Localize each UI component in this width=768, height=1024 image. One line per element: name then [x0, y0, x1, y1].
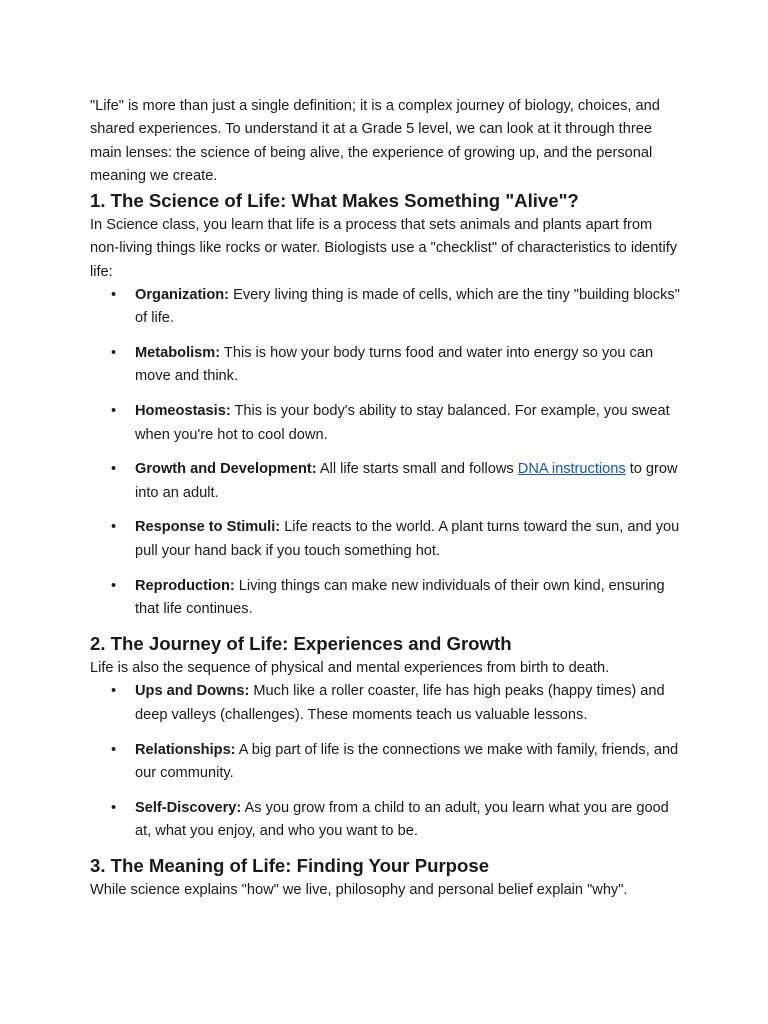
list-item-text: Life reacts to the world. A plant turns toward the sun, and you pull your hand back if you touch something hot.	[135, 519, 680, 559]
section-1-heading: 1. The Science of Life: What Makes Something "Alive"?	[90, 190, 579, 212]
bullet-icon: •	[111, 345, 117, 362]
bullet-icon: •	[111, 519, 117, 536]
section-2-paragraph: Life is also the sequence of physical and mental experiences from birth to death.	[90, 660, 610, 677]
list-item	[90, 797, 680, 844]
list-item-term: Ups and Downs:	[135, 683, 250, 700]
list-item-text: This is your body's ability to stay balanced. For example, you sweat when you're hot to cool down.	[135, 403, 670, 443]
section-2-heading: 2. The Journey of Life: Experiences and Growth	[90, 633, 512, 655]
bullet-icon: •	[111, 577, 117, 594]
list-item-term: Response to Stimuli:	[135, 519, 281, 536]
bullet-icon: •	[111, 741, 117, 758]
list-item-term: Self-Discovery:	[135, 799, 242, 816]
dna-instructions-link[interactable]: DNA instructions	[517, 461, 626, 478]
experiences-list	[90, 680, 680, 843]
list-item-text: Every living thing is made of cells, which are the tiny "building blocks" of life.	[135, 287, 680, 327]
list-item	[90, 680, 680, 727]
list-item-text: As you grow from a child to an adult, you learn what you are good at, what you enjoy, and who you want to be.	[135, 799, 669, 839]
list-item	[90, 516, 680, 563]
list-item-term: Metabolism:	[135, 345, 221, 362]
list-item	[90, 400, 680, 447]
list-item-text: A big part of life is the connections we make with family, friends, and our community.	[135, 741, 679, 781]
bullet-icon: •	[111, 683, 117, 700]
list-item-term: Organization:	[135, 287, 230, 304]
bullet-icon: •	[111, 799, 117, 816]
section-3-heading: 3. The Meaning of Life: Finding Your Purpose	[90, 855, 490, 877]
bullet-icon: •	[111, 403, 117, 420]
characteristics-list	[90, 284, 680, 621]
list-item-term: Growth and Development:	[135, 461, 317, 478]
list-item-text: Living things can make new individuals of their own kind, ensuring that life continues.	[135, 577, 665, 617]
list-item	[90, 575, 680, 622]
document-page	[90, 95, 680, 903]
list-item	[90, 284, 680, 331]
list-item	[90, 739, 680, 786]
section-1-paragraph: In Science class, you learn that life is a process that sets animals and plants apart from non-living things like rocks or water. Biologists use a "checklist" of characteristics to identify life:	[90, 217, 678, 280]
section-3-paragraph: While science explains "how" we live, philosophy and personal belief explain "why".	[90, 882, 628, 899]
list-item	[90, 342, 680, 389]
list-item-text: to grow into an adult.	[135, 461, 678, 501]
list-item-term: Homeostasis:	[135, 403, 231, 420]
intro-paragraph: "Life" is more than just a single definition; it is a complex journey of biology, choices, and shared experiences. To understand it at a Grade 5 level, we can look at it through three main lenses: the science of being alive, the experience of growing up, and the personal meaning we create.	[90, 98, 660, 184]
bullet-icon: •	[111, 461, 117, 478]
list-item-text: This is how your body turns food and water into energy so you can move and think.	[135, 345, 654, 385]
list-item-term: Reproduction:	[135, 577, 235, 594]
list-item-text: All life starts small and follows	[316, 461, 518, 478]
list-item-text: Much like a roller coaster, life has high peaks (happy times) and deep valleys (challenges). These moments teach us valuable lessons.	[135, 683, 665, 723]
list-item	[90, 458, 680, 505]
list-item-term: Relationships:	[135, 741, 236, 758]
bullet-icon: •	[111, 287, 117, 304]
